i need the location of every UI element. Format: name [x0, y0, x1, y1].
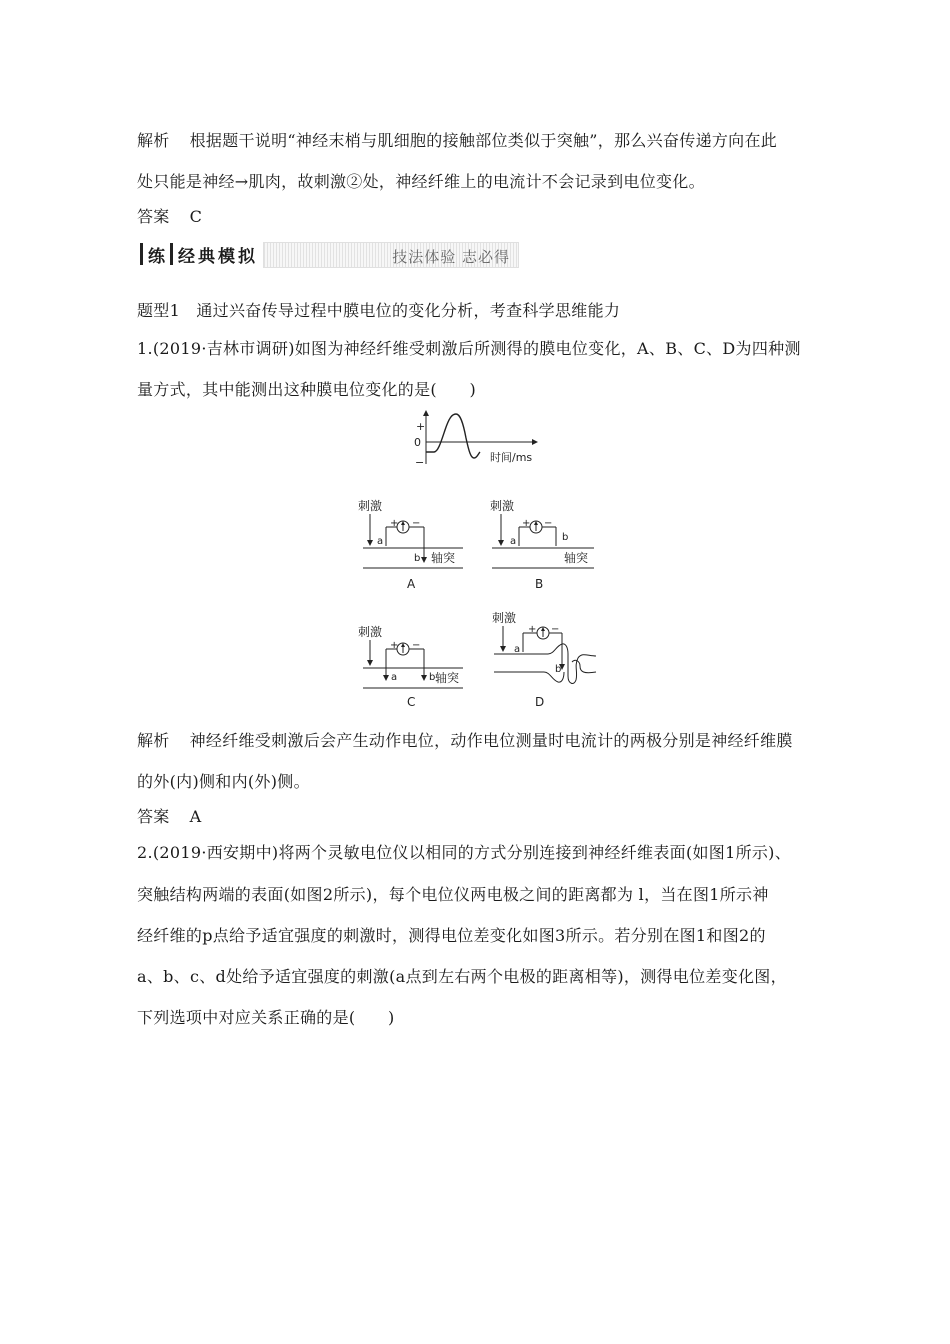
- diagram-b-stim-label: 刺激: [490, 499, 515, 513]
- svg-text:轴突: 轴突: [435, 671, 460, 685]
- diagram-b: [486, 496, 596, 592]
- action-potential-curve: [426, 414, 480, 458]
- svg-text:轴突: 轴突: [564, 551, 589, 565]
- svg-text:b: b: [562, 532, 569, 543]
- diagram-c: [358, 622, 466, 710]
- svg-text:+: +: [528, 624, 537, 635]
- q1-analysis-line1: 解析 神经纤维受刺激后会产生动作电位，动作电位测量时电流计的两极分别是神经纤维膜: [137, 731, 793, 750]
- svg-text:轴突: 轴突: [431, 551, 456, 565]
- q1-analysis-label: 解析: [137, 731, 170, 750]
- q2-line3: 经纤维的p点给予适宜强度的刺激时，测得电位差变化如图3所示。若分别在图1和图2的: [137, 926, 766, 945]
- section-banner: [135, 240, 517, 268]
- q0-answer: [137, 204, 202, 227]
- graph-plus-label: +: [416, 420, 426, 433]
- q2-line4: a、b、c、d处给予适宜强度的刺激(a点到左右两个电极的距离相等)，测得电位差变化图，: [137, 967, 787, 986]
- diagram-d-stim-label: 刺激: [492, 611, 517, 625]
- q0-answer-label: 答案: [137, 207, 170, 226]
- q1-stem-line2: 量方式，其中能测出这种膜电位变化的是( ): [137, 380, 477, 399]
- svg-text:b: b: [429, 672, 436, 683]
- banner-char-title: 经典模拟: [178, 246, 258, 267]
- diagram-a-stim-label: 刺激: [358, 499, 383, 513]
- q0-answer-value: C: [189, 207, 203, 226]
- svg-text:a: a: [510, 536, 517, 547]
- q0-analysis-line2: 处只能是神经→肌肉，故刺激②处，神经纤维上的电流计不会记录到电位变化。: [137, 172, 705, 191]
- graph-minus-label: −: [415, 456, 425, 469]
- svg-text:+: +: [390, 518, 399, 529]
- graph-zero-label: 0: [414, 436, 421, 449]
- q0-analysis-line1: 解析 根据题干说明“神经末梢与肌细胞的接触部位类似于突触”，那么兴奋传递方向在此: [137, 131, 778, 150]
- potential-graph: [408, 408, 543, 470]
- caption-d: D: [535, 695, 545, 709]
- caption-a: A: [407, 577, 416, 591]
- q1-analysis-line2: 的外(内)侧和内(外)侧。: [137, 772, 310, 791]
- svg-text:+: +: [390, 640, 399, 651]
- q2-line1: 2.(2019·西安期中)将两个灵敏电位仪以相同的方式分别连接到神经纤维表面(如图1所示)、: [137, 843, 792, 862]
- q1-answer-label: 答案: [137, 807, 170, 826]
- svg-text:b: b: [414, 553, 421, 564]
- q1-stem-line1: 1.(2019·吉林市调研)如图为神经纤维受刺激后所测得的膜电位变化，A、B、C、D为四种测: [137, 339, 801, 358]
- diagram-d: [488, 606, 598, 710]
- banner-slogan-box: [263, 242, 519, 268]
- diagram-a: [358, 496, 466, 592]
- svg-text:−: −: [412, 640, 421, 651]
- q2-line5: 下列选项中对应关系正确的是( ): [137, 1008, 395, 1027]
- q1-answer-value: A: [189, 807, 202, 826]
- q1-answer: [137, 804, 201, 827]
- banner-title: [135, 240, 271, 268]
- svg-text:−: −: [551, 624, 560, 635]
- svg-text:−: −: [412, 518, 421, 529]
- banner-char-practice: 练: [148, 246, 165, 267]
- banner-slogan: 技法体验 志必得: [392, 248, 510, 266]
- svg-text:+: +: [522, 518, 531, 529]
- svg-text:b: b: [555, 664, 562, 675]
- graph-xlabel: 时间/ms: [490, 451, 533, 464]
- caption-c: C: [407, 695, 416, 709]
- q0-analysis-label: 解析: [137, 131, 170, 150]
- svg-text:a: a: [377, 536, 384, 547]
- caption-b: B: [535, 577, 544, 591]
- svg-text:a: a: [514, 644, 521, 655]
- q2-line2: 突触结构两端的表面(如图2所示)，每个电位仪两电极之间的距离都为 l，当在图1所示神: [137, 885, 769, 904]
- diagram-c-stim-label: 刺激: [358, 625, 383, 639]
- topic-heading: 题型1 通过兴奋传导过程中膜电位的变化分析，考查科学思维能力: [137, 301, 621, 320]
- svg-text:a: a: [391, 672, 398, 683]
- svg-text:−: −: [544, 518, 553, 529]
